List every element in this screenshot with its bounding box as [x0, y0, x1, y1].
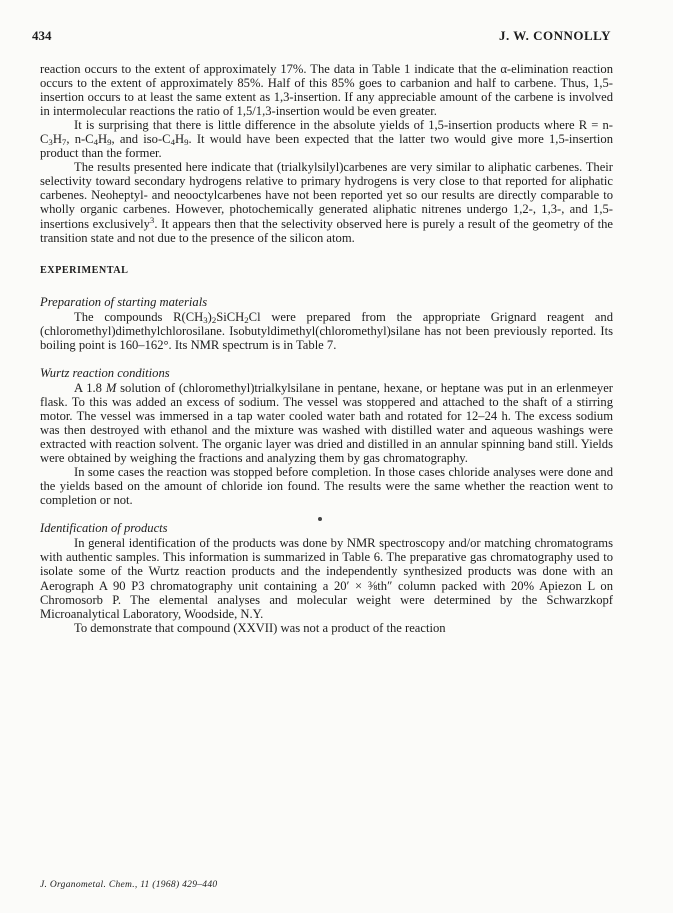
reference-superscript: 3	[149, 214, 155, 225]
journal-citation: J. Organometal. Chem., 11 (1968) 429–440	[40, 880, 218, 890]
subheading-identification: Identification of products	[40, 521, 168, 536]
running-author: J. W. CONNOLLY	[499, 28, 611, 43]
paragraph-chloride-analyses: In some cases the reaction was stopped before completion. In those cases chloride analyses were done and the yields based on the amount of chloride ion found. The results were the same whether the reaction went to completion or not.	[40, 465, 613, 508]
paragraph-starting-materials: The compounds $R(CH_3)_2SiCH_2Cl$ were prepared from the appropriate Grignard reagent and (chloromethyl)dimethylchlorosilane. Isobutyldimethyl(chloromethyl)silane has not been previously reported. Its boiling point is 160–162°. Its NMR spectrum is in Table 7.	[40, 309, 613, 352]
paragraph-wurtz-conditions: A 1.8 M solution of (chloromethyl)trialkylsilane in pentane, hexane, or heptane was put in an erlenmeyer flask. To this was added an excess of sodium. The vessel was stoppered and attached to the shaft of a stirring motor. The vessel was immersed in a tap water cooled water bath and rotated for 12–24 h. The excess sodium was then destroyed with ethanol and the mixture was washed with distilled water and aqueous washings were extracted with reaction solvent. The organic layer was dried and distilled in an annular spinning band still. Yields were obtained by weighing the fractions and analyzing them by gas chromatography.	[40, 380, 613, 466]
article-body	[40, 62, 613, 635]
paragraph-compound-xxvii: To demonstrate that compound (XXVII) was not a product of the reaction	[74, 620, 446, 635]
section-heading-experimental: EXPERIMENTAL	[40, 264, 129, 276]
page-number: 434	[32, 28, 52, 43]
paragraph-insertion-extent: reaction occurs to the extent of approximately 17%. The data in Table 1 indicate that the α-elimination reaction occurs to the extent of approximately 85%. Half of this 85% goes to carbanion and half to carbene. Thus, 1,5-insertion occurs to at least the same extent as 1,3-insertion. If any appreciable amount of the carbene is involved in intermolecular reactions the ratio of 1,5/1,3-insertion would be even greater.	[40, 62, 613, 119]
subheading-wurtz-conditions: Wurtz reaction conditions	[40, 365, 170, 380]
page-header	[32, 28, 611, 44]
paragraph-results-discussion: The results presented here indicate that (trialkylsilyl)carbenes are very similar to aliphatic carbenes. Their selectivity toward secondary hydrogens relative to primary hydrogens is very close to that reported for aliphatic carbenes. Neoheptyl- and neooctylcarbenes have not been reported yet so our results are directly comparable to wholly organic carbenes. However, photochemically generated aliphatic nitrenes undergo 1,2-, 1,3-, and 1,5-insertions exclusively$^3$. It appears then that the selectivity observed here is purely a result of the geometry of the transition state and not due to the presence of the silicon atom.	[40, 160, 613, 245]
paragraph-identification: In general identification of the products was done by NMR spectroscopy and/or matching chromatograms with authentic samples. This information is summarized in Table 6. The preparative gas chromatography used to isolate some of the Wurtz reaction products and the independently synthesized products was done with an Aerograph A 90 P3 chromatography unit containing a 20′ × ⅜th″ column packed with 20% Apiezon L on Chromosorb P. The elemental analyses and molecular weight were determined by the Schwarzkopf Microanalytical Laboratory, Woodside, N.Y.	[40, 536, 613, 621]
paragraph-absolute-yields: It is surprising that there is little difference in the absolute yields of 1,5-insertion products where $R = n-C_3H_7$, $n-C_4H_9$, and iso-$C_4H_9$. It would have been expected that the latter two would give more 1,5-insertion product than the former.	[40, 118, 614, 161]
subheading-starting-materials: Preparation of starting materials	[40, 294, 208, 309]
